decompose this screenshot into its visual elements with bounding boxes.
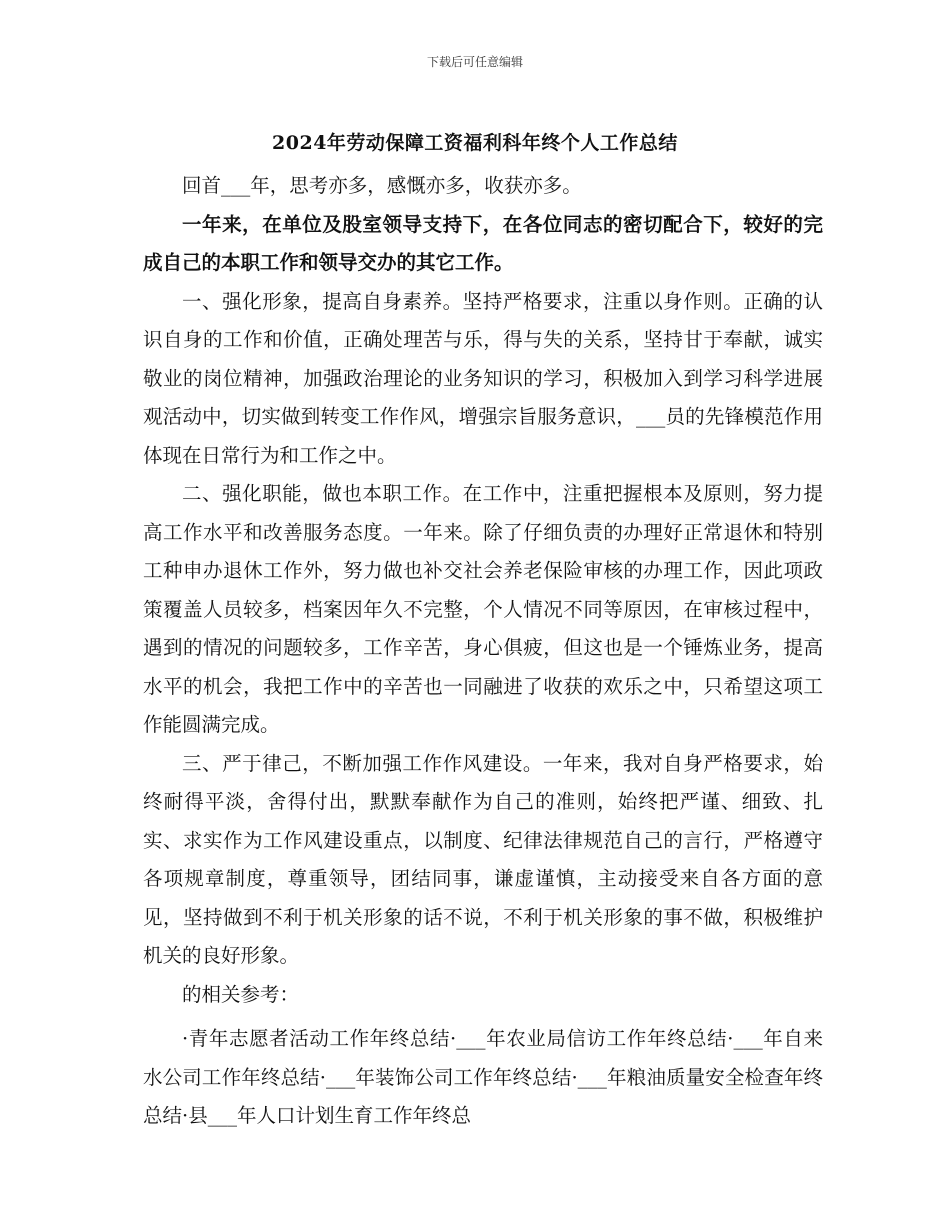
paragraph-section-1: 一、强化形象，提高自身素养。坚持严格要求，注重以身作则。正确的认识自身的工作和价值，正确处理苦与乐，得与失的关系，坚持甘于奉献，诚实敬业的岗位精神，加强政治理论的业务知识的学习，积极加入到学习科学进展观活动中，切实做到转变工作作风，增强宗旨服务意识，___员的先锋模范作用体现在日常行为和工作之中。 [143, 289, 823, 467]
paragraph-section-3: 三、严于律己，不断加强工作作风建设。一年来，我对自身严格要求，始终耐得平淡，舍得付出，默默奉献作为自己的准则，始终把严谨、细致、扎实、求实作为工作风建设重点，以制度、纪律法律规范自己的言行，严格遵守各项规章制度，尊重领导，团结同事，谦虚谨慎，主动接受来自各方面的意见，坚持做到不利于机关形象的话不说，不利于机关形象的事不做，积极维护机关的良好形象。 [143, 751, 823, 967]
document-title: 2024年劳动保障工资福利科年终个人工作总结 [272, 132, 678, 154]
paragraph-summary: 一年来，在单位及股室领导支持下，在各位同志的密切配合下，较好的完成自己的本职工作和领导交办的其它工作。 [143, 212, 823, 274]
paragraph-references-list: ·青年志愿者活动工作年终总结·___年农业局信访工作年终总结·___年自来水公司工作年终总结·___年装饰公司工作年终总结·___年粮油质量安全检查年终总结·县___年人口计划生育工作年终总 [143, 1027, 823, 1127]
document-body [143, 167, 823, 1136]
paragraph-intro: 回首___年，思考亦多，感慨亦多，收获亦多。 [182, 174, 582, 197]
header-note: 下载后可任意编辑 [426, 55, 523, 69]
paragraph-references-heading: 的相关参考： [182, 982, 300, 1006]
paragraph-section-2: 二、强化职能，做也本职工作。在工作中，注重把握根本及原则，努力提高工作水平和改善服务态度。一年来。除了仔细负责的办理好正常退休和特别工种申办退休工作外，努力做也补交社会养老保险审核的办理工作，因此项政策覆盖人员较多，档案因年久不完整，个人情况不同等原因，在审核过程中，遇到的情况的问题较多，工作辛苦，身心俱疲，但这也是一个锤炼业务，提高水平的机会，我把工作中的辛苦也一同融进了收获的欢乐之中，只希望这项工作能圆满完成。 [143, 482, 823, 736]
